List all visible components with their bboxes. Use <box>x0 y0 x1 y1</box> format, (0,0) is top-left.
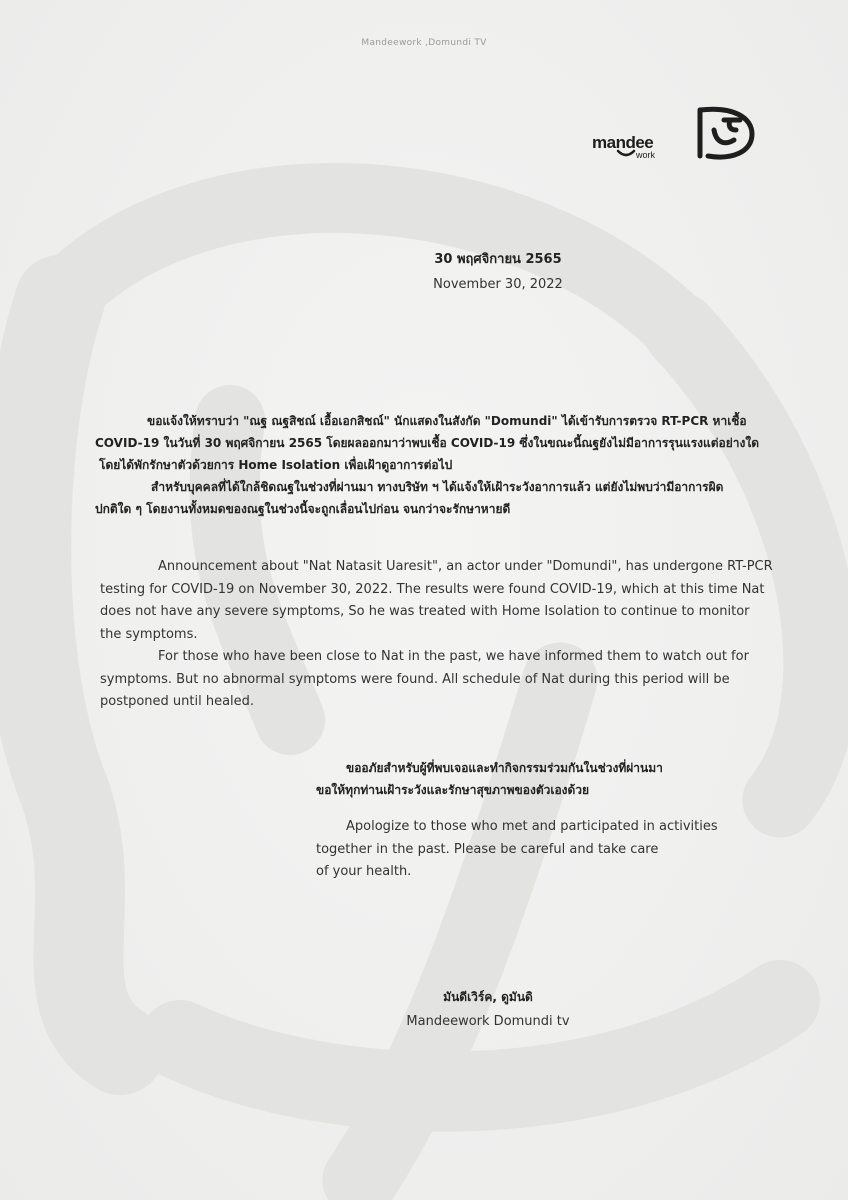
signature-thai: มันดีเวิร์ค, ดูมันดิ <box>443 990 533 1004</box>
apology-english <box>316 816 736 884</box>
english-paragraph-line: testing for COVID-19 on November 30, 2022. The results were found COVID-19, which at this time Nat <box>100 581 765 597</box>
thai-paragraph-line: ปกติใด ๆ โดยงานทั้งหมดของณฐในช่วงนี้จะถูกเลื่อนไปก่อน จนกว่าจะรักษาหายดี <box>95 502 511 516</box>
apology-english-line: together in the past. Please be careful and take care <box>316 841 659 857</box>
english-paragraph-line: postponed until healed. <box>100 694 255 709</box>
english-paragraph-line: For those who have been close to Nat in the past, we have informed them to watch out for <box>158 649 749 664</box>
english-paragraph-line: symptoms. But no abnormal symptoms were found. All schedule of Nat during this period will be <box>100 671 730 687</box>
english-paragraph-line: the symptoms. <box>100 626 198 642</box>
english-announcement <box>100 556 780 714</box>
apology-thai-line: ขออภัยสำหรับผู้ที่พบเจอและทำกิจกรรมร่วมกันในช่วงที่ผ่านมา <box>346 761 663 775</box>
thai-paragraph-line: สำหรับบุคคลที่ได้ใกล้ชิดณฐในช่วงที่ผ่านมา ทางบริษัท ฯ ได้แจ้งให้เฝ้าระวังอาการแล้ว แต่ยังไม่พบว่ามีอาการผิด <box>151 480 724 494</box>
english-paragraph-line: does not have any severe symptoms, So he was treated with Home Isolation to continue to monitor <box>100 604 750 619</box>
date-english: November 30, 2022 <box>433 277 563 292</box>
svg-text:mandee: mandee <box>592 133 654 152</box>
domundi-d-logo <box>694 104 756 162</box>
date-thai: 30 พฤศจิกายน 2565 <box>434 252 562 267</box>
english-paragraph-line: Announcement about "Nat Natasit Uaresit", an actor under "Domundi", has undergone RT-PCR <box>158 559 773 574</box>
thai-paragraph-line: โดยได้พักรักษาตัวด้วยการ Home Isolation เพื่อเฝ้าดูอาการต่อไป <box>99 458 453 472</box>
svg-text:work: work <box>636 150 656 160</box>
thai-paragraph-line: COVID-19 ในวันที่ 30 พฤศจิกายน 2565 โดยผลออกมาว่าพบเชื้อ COVID-19 ซึ่งในขณะนี้ณฐยังไม่มีอาการรุนแรงแต่อย่างใด <box>95 436 760 450</box>
mandee-work-logo <box>590 126 672 162</box>
apology-english-line: of your health. <box>316 864 412 879</box>
thai-announcement <box>95 410 775 520</box>
apology-english-line: Apologize to those who met and participated in activities <box>346 819 718 834</box>
page-header-text: Mandeework ,Domundi TV <box>361 38 487 48</box>
apology-thai-line: ขอให้ทุกท่านเฝ้าระวังและรักษาสุขภาพของตัวเองด้วย <box>316 783 590 797</box>
apology-thai <box>316 757 756 801</box>
thai-paragraph-line: ขอแจ้งให้ทราบว่า "ณฐ ณฐสิชณ์ เอื้อเอกสิชณ์" นักแสดงในสังกัด "Domundi" ได้เข้ารับการตรวจ RT-PCR หาเชื้อ <box>147 414 747 428</box>
signature-english: Mandeework Domundi tv <box>406 1014 570 1029</box>
